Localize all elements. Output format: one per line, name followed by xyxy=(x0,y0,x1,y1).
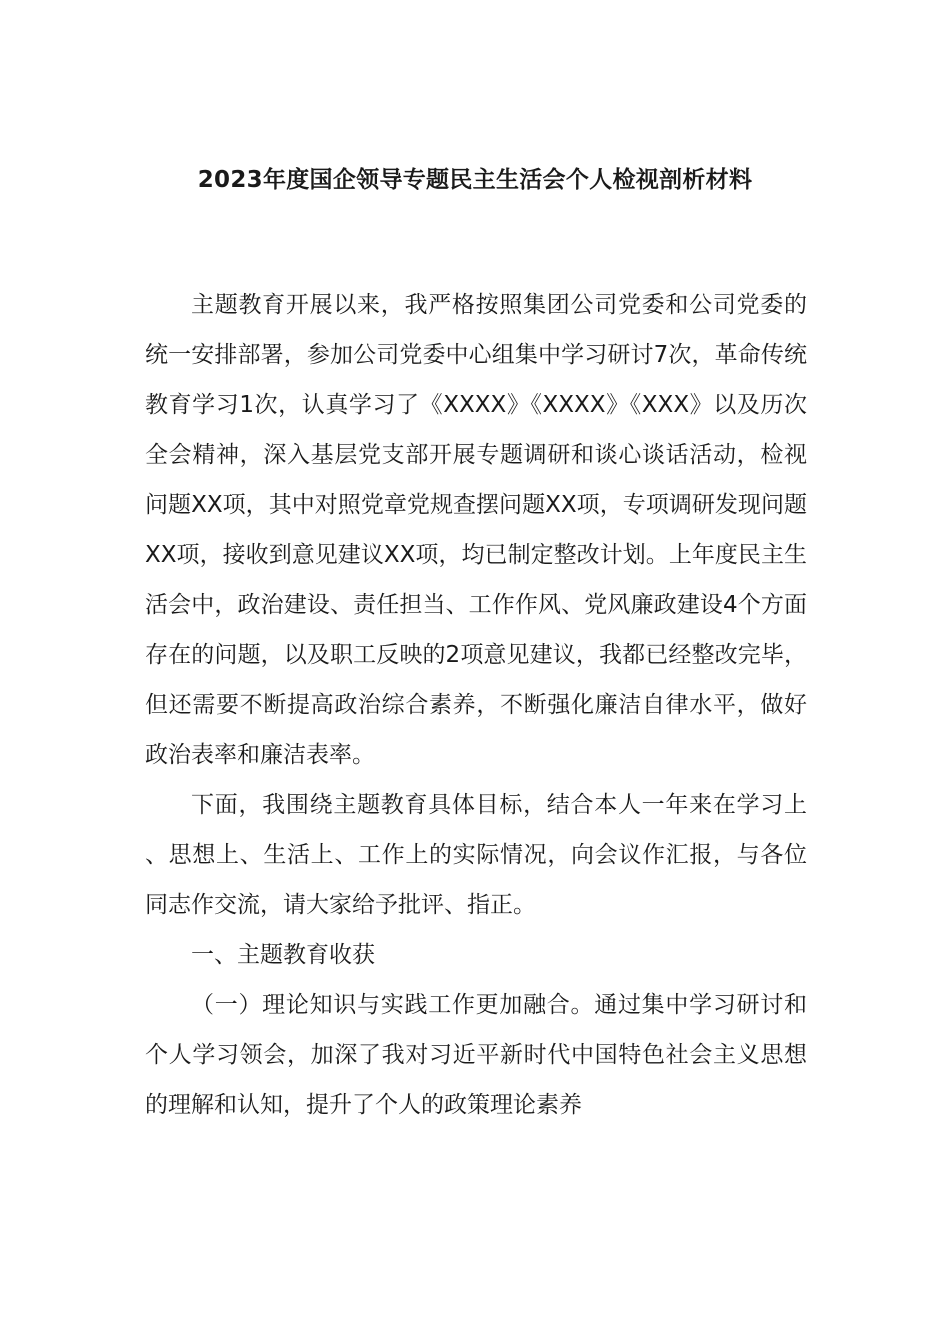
paragraph-report: 下面，我围绕主题教育具体目标，结合本人一年来在学习上、思想上、生活上、工作上的实际情况，向会议作汇报，与各位同志作交流，请大家给予批评、指正。 xyxy=(145,792,807,918)
document-body xyxy=(145,280,807,1130)
paragraph-intro: 主题教育开展以来，我严格按照集团公司党委和公司党委的统一安排部署，参加公司党委中心组集中学习研讨7次，革命传统教育学习1次，认真学习了《XXXX》《XXXX》《XXX》以及历次全会精神，深入基层党支部开展专题调研和谈心谈话活动，检视问题XX项，其中对照党章党规查摆问题XX项，专项调研发现问题XX项，接收到意见建议XX项，均已制定整改计划。上年度民主生活会中，政治建设、责任担当、工作作风、党风廉政建设4个方面存在的问题，以及职工反映的2项意见建议，我都已经整改完毕，但还需要不断提高政治综合素养，不断强化廉洁自律水平，做好政治表率和廉洁表率。 xyxy=(145,292,807,768)
document-title: 2023年度国企领导专题民主生活会个人检视剖析材料 xyxy=(197,167,753,193)
section-heading: 一、主题教育收获 xyxy=(191,942,375,968)
subsection-paragraph: （一）理论知识与实践工作更加融合。通过集中学习研讨和个人学习领会，加深了我对习近平新时代中国特色社会主义思想的理解和认知，提升了个人的政策理论素养 xyxy=(145,992,807,1118)
